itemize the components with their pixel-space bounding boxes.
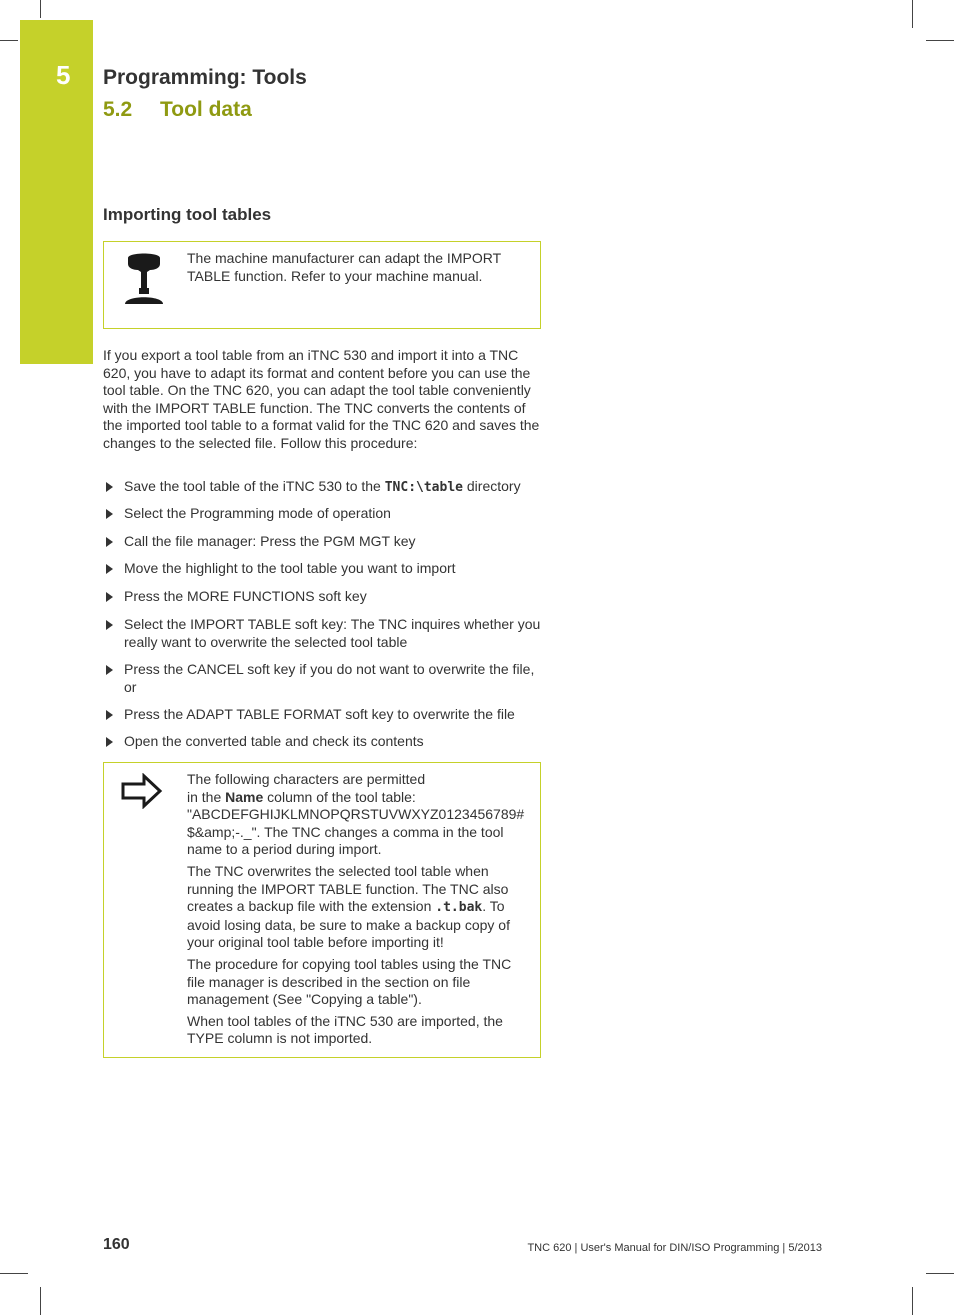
note-paragraph: The machine manufacturer can adapt the IMPORT TABLE function. Refer to your machine manual. — [187, 250, 501, 284]
note-box-info — [103, 762, 541, 1058]
bullet-arrow-icon — [106, 710, 113, 720]
chapter-number: 5 — [56, 60, 71, 90]
bullet-arrow-icon — [106, 737, 113, 747]
note-icon-cell — [104, 763, 187, 1057]
list-item: Move the highlight to the tool table you want to import — [103, 560, 543, 578]
note-text — [187, 771, 530, 1052]
list-item: Save the tool table of the iTNC 530 to the TNC:\table directory — [103, 478, 543, 497]
column-name: Name — [225, 788, 264, 805]
bullet-arrow-icon — [106, 592, 113, 602]
crop-mark — [912, 1287, 913, 1315]
crop-mark — [0, 40, 18, 41]
bullet-arrow-icon — [106, 665, 113, 675]
file-extension: .t.bak — [435, 900, 483, 916]
crop-mark — [0, 1273, 28, 1274]
crop-mark — [912, 0, 913, 28]
crop-mark — [926, 40, 954, 41]
bullet-arrow-icon — [106, 482, 113, 492]
section-title: Tool data — [160, 98, 252, 121]
page-number: 160 — [103, 1236, 130, 1253]
section-number: 5.2 — [103, 98, 133, 121]
list-item: Select the Programming mode of operation — [103, 505, 543, 523]
crop-mark — [40, 0, 41, 18]
note-icon-cell — [104, 242, 187, 328]
list-item: Select the IMPORT TABLE soft key: The TNC inquires whether you really want to overwrite the selected tool table — [103, 616, 543, 651]
list-item: Press the ADAPT TABLE FORMAT soft key to overwrite the file — [103, 706, 543, 724]
crop-mark — [40, 1287, 41, 1315]
machine-manual-icon — [122, 252, 166, 308]
note-paragraph: The following characters are permitted in the Name column of the tool table: "ABCDEFGHIJKLMNOPQRSTUVWXYZ0123456789# $&amp;-._". The TNC changes a comma in the tool name to a period during import. — [187, 771, 525, 858]
intro-paragraph: If you export a tool table from an iTNC 530 and import it into a TNC 620, you have to adapt its format and content before you can use the tool table. On the TNC 620, you can adapt the tool table conveniently with the IMPORT TABLE function. The TNC converts the contents of the imported tool table to a format valid for the TNC 620 and saves the changes to the selected file. Follow this procedure: — [103, 347, 540, 451]
note-box-manufacturer — [103, 241, 541, 329]
bullet-arrow-icon — [106, 564, 113, 574]
bullet-arrow-icon — [106, 537, 113, 547]
list-item: Call the file manager: Press the PGM MGT key — [103, 533, 543, 551]
arrow-right-icon — [120, 773, 164, 809]
bullet-arrow-icon — [106, 509, 113, 519]
list-item: Open the converted table and check its contents — [103, 733, 543, 751]
crop-mark — [926, 1273, 954, 1274]
directory-name: TNC:\table — [384, 480, 463, 495]
list-item: Press the CANCEL soft key if you do not want to overwrite the file, or — [103, 661, 543, 696]
note-paragraph: The TNC overwrites the selected tool table when running the IMPORT TABLE function. The TNC also creates a backup file with the extension .t.bak. To avoid losing data, be sure to make a backup copy of your original tool table before importing it! — [187, 862, 510, 951]
list-item: Press the MORE FUNCTIONS soft key — [103, 588, 543, 606]
footer-text: TNC 620 | User's Manual for DIN/ISO Programming | 5/2013 — [527, 1242, 822, 1254]
note-paragraph: The procedure for copying tool tables using the TNC file manager is described in the section on file management (See "Copying a table"). — [187, 955, 512, 1008]
bullet-arrow-icon — [106, 620, 113, 630]
note-text — [187, 250, 530, 289]
section-heading: Importing tool tables — [103, 205, 272, 224]
note-paragraph: When tool tables of the iTNC 530 are imported, the TYPE column is not imported. — [187, 1012, 503, 1047]
chapter-title: Programming: Tools — [103, 66, 307, 89]
